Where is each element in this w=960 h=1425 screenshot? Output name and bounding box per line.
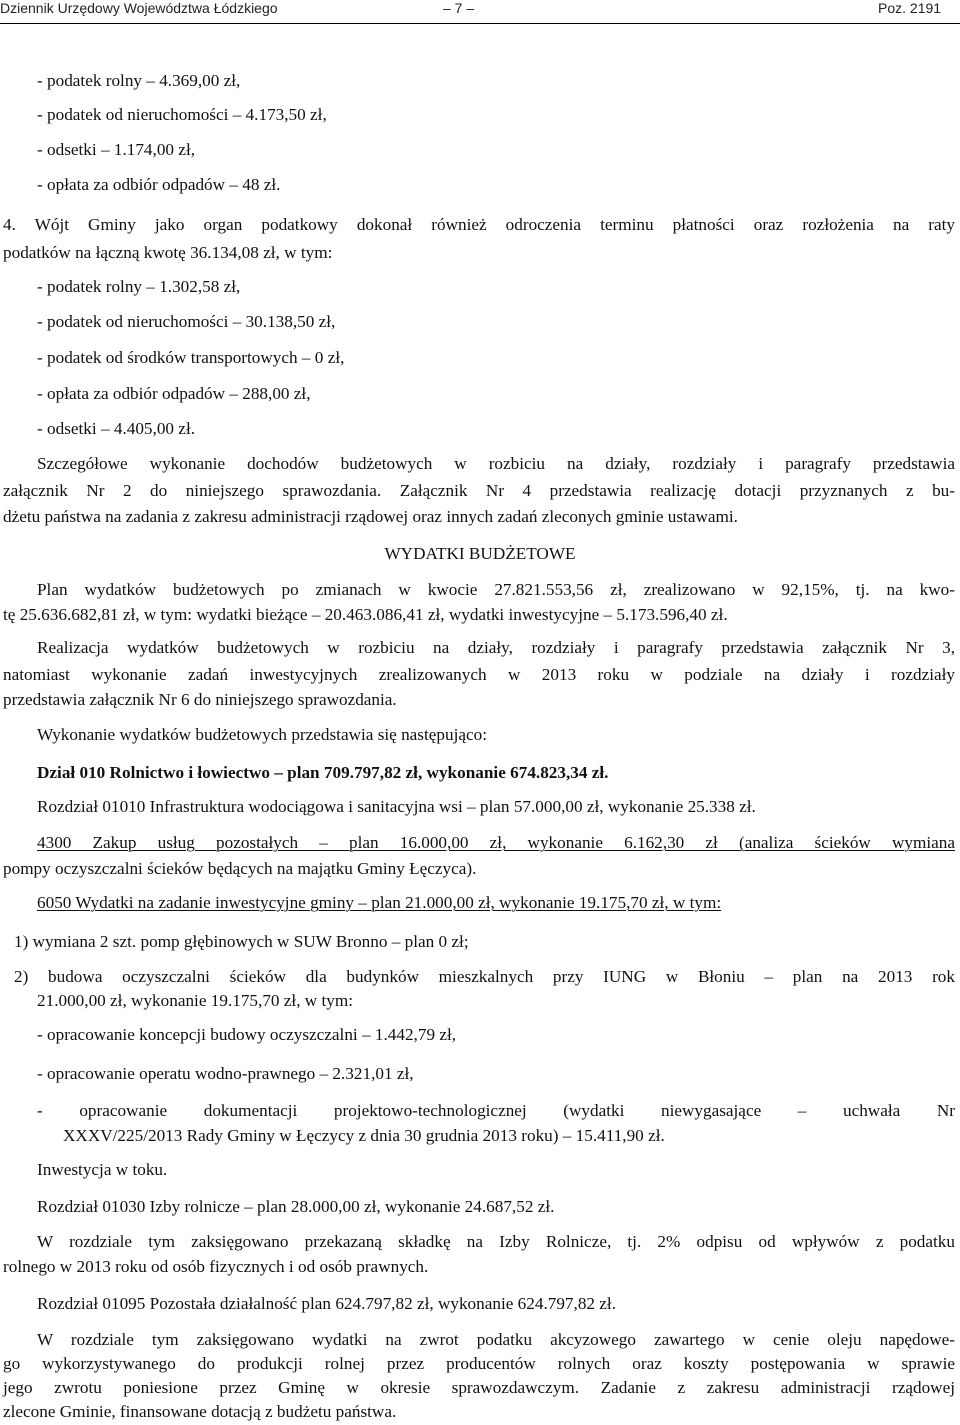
chapter-line: Rozdział 01095 Pozostała działalność plan 624.797,82 zł, wykonanie 624.797,82 zł. [37,1294,617,1313]
division-heading: Dział 010 Rolnictwo i łowiectwo – plan 709.797,82 zł, wykonanie 674.823,34 zł. [37,763,609,782]
list-item: - opracowanie operatu wodno-prawnego – 2.321,01 zł, [37,1064,414,1083]
paragraph-line: załącznik Nr 2 do niniejszego sprawozdania. Załącznik Nr 4 przedstawia realizację dotacji przyznanych z bu- [3,481,955,500]
paragraph-line: W rozdziale tym zaksięgowano wydatki na zwrot podatku akcyzowego zawartego w cenie oleju napędowe- [37,1330,955,1349]
paragraph-line: pompy oczyszczalni ścieków będących na majątku Gminy Łęczyca). [3,859,477,878]
paragraph-line: przedstawia załącznik Nr 6 do niniejszego sprawozdania. [3,690,397,709]
paragraph-line: dżetu państwa na zadania z zakresu administracji rządowej oraz innych zadań zleconych gminie ustawami. [3,507,738,526]
section-heading: WYDATKI BUDŻETOWE [384,544,576,563]
list-item: - opracowanie koncepcji budowy oczyszczalni – 1.442,79 zł, [37,1025,457,1044]
paragraph-line: go wykorzystywanego do produkcji rolnej przez producentów rolnych oraz koszty postępowania w sprawie [3,1354,955,1373]
list-item: XXXV/225/2013 Rady Gminy w Łęczycy z dnia 30 grudnia 2013 roku) – 15.411,90 zł. [63,1126,665,1145]
list-item: - opłata za odbiór odpadów – 288,00 zł, [37,384,311,403]
list-item: 21.000,00 zł, wykonanie 19.175,70 zł, w tym: [37,991,354,1010]
list-item: - podatek od nieruchomości – 4.173,50 zł, [37,105,327,124]
page-header [0,0,960,22]
header-rule [0,23,960,24]
journal-title: Dziennik Urzędowy Województwa Łódzkiego [0,0,278,16]
paragraph-line: Szczegółowe wykonanie dochodów budżetowych w rozbiciu na działy, rozdziały i paragrafy przedstawia [37,454,955,473]
list-item: - opracowanie dokumentacji projektowo-technologicznej (wydatki niewygasające – uchwała Nr [37,1101,955,1120]
list-item: 2) budowa oczyszczalni ścieków dla budynków mieszkalnych przy IUNG w Błoniu – plan na 2013 rok [14,967,955,986]
list-item: - odsetki – 4.405,00 zł. [37,419,196,438]
paragraph-line: 6050 Wydatki na zadanie inwestycyjne gminy – plan 21.000,00 zł, wykonanie 19.175,70 zł, w tym: [37,893,722,912]
paragraph-line: Plan wydatków budżetowych po zmianach w kwocie 27.821.553,56 zł, zrealizowano w 92,15%, tj. na kwo- [37,580,955,599]
chapter-line: Rozdział 01010 Infrastruktura wodociągowa i sanitacyjna wsi – plan 57.000,00 zł, wykonanie 25.338 zł. [37,797,756,816]
paragraph-line: podatków na łączną kwotę 36.134,08 zł, w tym: [3,243,333,262]
list-item: - podatek rolny – 1.302,58 zł, [37,277,241,296]
paragraph-line: tę 25.636.682,81 zł, w tym: wydatki bieżące – 20.463.086,41 zł, wydatki inwestycyjne – 5.173.596,40 zł. [3,605,728,624]
list-item: - odsetki – 1.174,00 zł, [37,140,196,159]
paragraph-line: zlecone Gminie, finansowane dotacją z budżetu państwa. [3,1402,397,1421]
paragraph-line: 4300 Zakup usług pozostałych – plan 16.000,00 zł, wykonanie 6.162,30 zł (analiza ścieków wymiana [37,833,955,852]
paragraph-line: Inwestycja w toku. [37,1160,168,1179]
list-item: - opłata za odbiór odpadów – 48 zł. [37,175,281,194]
paragraph-line: Wykonanie wydatków budżetowych przedstawia się następująco: [37,725,487,744]
paragraph-line: 4. Wójt Gminy jako organ podatkowy dokonał również odroczenia terminu płatności oraz rozłożenia na raty [3,215,955,234]
list-item: - podatek rolny – 4.369,00 zł, [37,71,241,90]
position-number: Poz. 2191 [878,0,942,16]
page-number: – 7 – [443,0,475,16]
paragraph-line: W rozdziale tym zaksięgowano przekazaną składkę na Izby Rolnicze, tj. 2% odpisu od wpływów z podatku [37,1232,955,1251]
paragraph-line: Realizacja wydatków budżetowych w rozbiciu na działy, rozdziały i paragrafy przedstawia załącznik Nr 3, [37,638,955,657]
chapter-line: Rozdział 01030 Izby rolnicze – plan 28.000,00 zł, wykonanie 24.687,52 zł. [37,1197,555,1216]
list-item: - podatek od środków transportowych – 0 zł, [37,348,345,367]
list-item: - podatek od nieruchomości – 30.138,50 zł, [37,312,336,331]
paragraph-line: rolnego w 2013 roku od osób fizycznych i od osób prawnych. [3,1257,429,1276]
list-item: 1) wymiana 2 szt. pomp głębinowych w SUW Bronno – plan 0 zł; [14,932,469,951]
paragraph-line: natomiast wykonanie zadań inwestycyjnych zrealizowanych w 2013 roku w podziale na działy i rozdziały [3,665,955,684]
paragraph-line: jego zwrotu poniesione przez Gminę w okresie sprawozdawczym. Zadanie z zakresu administracji rządowej [3,1378,955,1397]
